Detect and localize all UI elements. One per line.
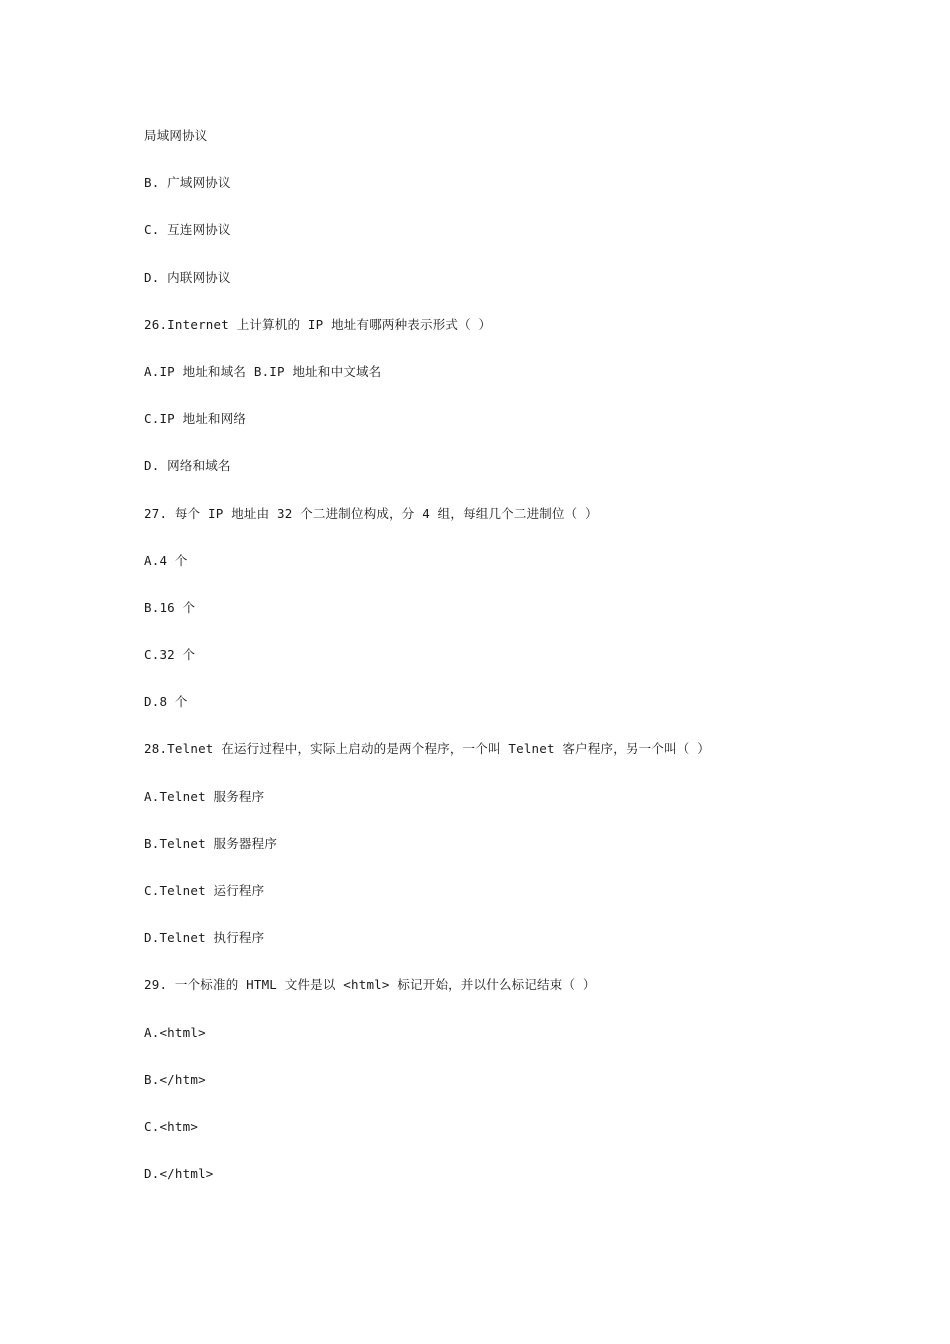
- option-text: D.</html>: [144, 1166, 214, 1182]
- option-text: D.8 个: [144, 694, 188, 710]
- option-text: C.<htm>: [144, 1118, 199, 1134]
- question-27: 27. 每个 IP 地址由 32 个二进制位构成，分 4 组，每组几个二进制位（ ）: [144, 505, 598, 521]
- question-28: 28.Telnet 在运行过程中，实际上启动的是两个程序，一个叫 Telnet 客户程序，另一个叫（ ）: [144, 741, 710, 757]
- option-text: A.4 个: [144, 552, 188, 568]
- question-29: 29. 一个标准的 HTML 文件是以 <html> 标记开始，并以什么标记结束（ ）: [144, 977, 596, 993]
- question-26: 26.Internet 上计算机的 IP 地址有哪两种表示形式（ ）: [144, 316, 492, 332]
- option-text: A.Telnet 服务程序: [144, 788, 265, 804]
- option-text: B.Telnet 服务器程序: [144, 835, 278, 851]
- option-text: D. 内联网协议: [144, 269, 231, 285]
- option-text: C.Telnet 运行程序: [144, 883, 265, 898]
- option-text: B.16 个: [144, 599, 196, 615]
- option-text: A.IP 地址和域名 B.IP 地址和中文域名: [144, 363, 382, 379]
- option-text: 局域网协议: [144, 128, 208, 143]
- option-text: C.32 个: [144, 647, 196, 663]
- option-text: C. 互连网协议: [144, 222, 231, 238]
- option-text: D. 网络和域名: [144, 458, 231, 474]
- option-text: B.</htm>: [144, 1071, 206, 1087]
- option-text: B. 广域网协议: [144, 175, 231, 191]
- question-text-block: [144, 122, 904, 1207]
- option-text: C.IP 地址和网络: [144, 411, 247, 427]
- option-text: A.<html>: [144, 1024, 206, 1040]
- option-text: D.Telnet 执行程序: [144, 930, 265, 946]
